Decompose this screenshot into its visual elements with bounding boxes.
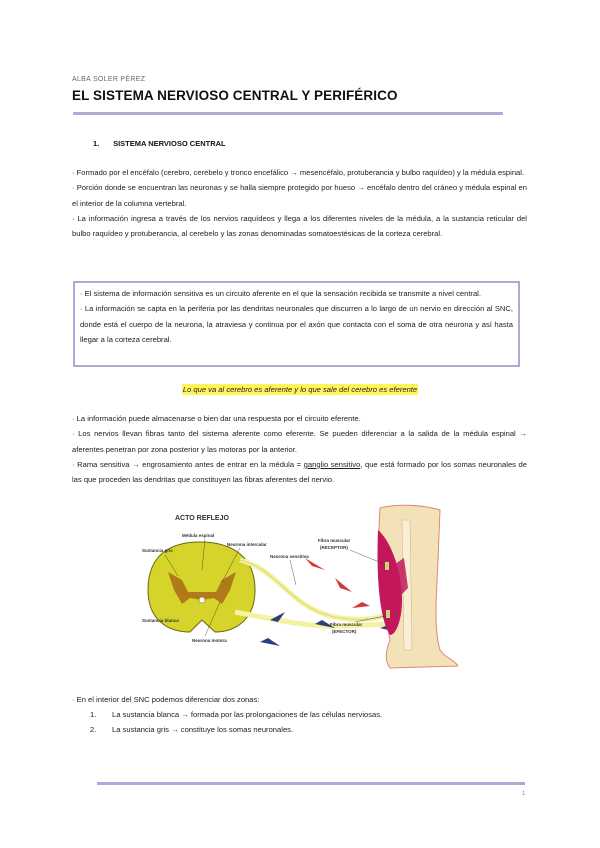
zones-list: [90, 707, 382, 738]
text-run: , que está formado por los somas neuronales de las que proceden las dendritas que constituyen las fibras aferentes del nervio.: [72, 459, 527, 485]
effector-spindle: [386, 610, 390, 618]
label-neurona-motora: Neurona motora: [192, 638, 227, 643]
section-heading: [93, 139, 226, 148]
figure-title: ACTO REFLEJO: [175, 515, 229, 522]
label-fibra-efector: Fibra muscular: [330, 622, 363, 627]
central-canal: [199, 597, 205, 603]
list-text: La sustancia gris → constituye los somas neuronales.: [112, 725, 294, 735]
document-title: EL SISTEMA NERVIOSO CENTRAL Y PERIFÉRICO: [72, 88, 398, 103]
paragraph: · Formado por el encéfalo (cerebro, cerebelo y tronco encefálico → mesencéfalo, protuberancia y bulbo raquídeo) y la médula espinal.: [72, 168, 525, 177]
highlight-line: [0, 379, 600, 397]
list-item: [90, 722, 382, 737]
label-sustancia-blanca: Sustancia blanca: [142, 618, 179, 623]
paragraph: · La información ingresa a través de los nervios raquídeos y llega a los diferentes niveles de la médula, a la sustancia reticular del bulbo raquídeo y protuberancia, al cerebelo y las zonas denominadas somatoestésicas de la corteza cerebral.: [72, 213, 527, 239]
list-text: La sustancia blanca → formada por las prolongaciones de las células nerviosas.: [112, 710, 383, 719]
paragraph: · La información puede almacenarse o bien dar una respuesta por el circuito eferente.: [72, 414, 361, 423]
closing-intro: · En el interior del SNC podemos diferenciar dos zonas:: [72, 695, 260, 704]
paragraph: · Porción donde se encuentran las neuronas y se halla siempre protegido por hueso → encéfalo dentro del cráneo y médula espinal en el interior de la columna vertebral.: [72, 183, 527, 208]
text-run: · Rama sensitiva → engrosamiento antes de entrar en la médula =: [72, 459, 304, 469]
page-number: 1: [522, 791, 526, 797]
list-number: 1.: [90, 710, 97, 719]
label-receptor: (RECEPTOR): [320, 545, 348, 550]
label-neurona-sensitiva: Neurona sensitiva: [270, 554, 309, 559]
boxed-note: [73, 281, 520, 367]
footer-divider: [97, 782, 525, 785]
reflex-arc-illustration: [140, 500, 458, 672]
label-sustancia-gris: Sustancia gris: [142, 548, 173, 553]
receptor-spindle: [385, 562, 389, 570]
arrow-red-icon: [305, 558, 325, 570]
highlighted-text: Lo que va al cerebro es aferente y lo que sale del cerebro es eferente: [182, 385, 418, 394]
label-medula-espinal: Médula espinal: [182, 533, 215, 538]
paragraph: · Los nervios llevan fibras tanto del sistema aferente como eferente. Se pueden diferenciar a la salida de la médula espinal → aferentes penetran por zona posterior y las motoras por la anterior.: [72, 429, 527, 454]
paragraph: [72, 457, 527, 488]
list-item: [90, 707, 382, 722]
section-number: 1.: [93, 139, 100, 148]
boxed-paragraph: · La información se capta en la periferia por las dendritas neuronales que discurren a lo largo de un nervio en dirección al SNC, donde está el cuerpo de la neurona, la atraviesa y continua por el axón que contacta con el soma de otra neurona y así hasta llegar a la corteza cerebral.: [80, 304, 513, 344]
list-number: 2.: [90, 725, 97, 735]
arrow-red-icon: [352, 602, 370, 608]
author-name: ALBA SOLER PÉREZ: [72, 76, 146, 83]
section-title: SISTEMA NERVIOSO CENTRAL: [113, 139, 226, 148]
middle-paragraphs: [72, 411, 527, 487]
arrow-blue-icon: [260, 638, 280, 646]
boxed-paragraph: · El sistema de información sensitiva es un circuito aferente en el que la sensación recibida se transmite a nivel central.: [80, 289, 481, 298]
arrow-red-icon: [335, 578, 352, 592]
leader-line: [290, 560, 296, 585]
reflex-arc-figure: [140, 500, 458, 672]
label-neurona-intercalar: Neurona intercalar: [227, 542, 267, 547]
intro-paragraphs: [72, 165, 527, 241]
header-divider: [73, 112, 503, 115]
underlined-term: ganglio sensitivo: [303, 459, 361, 469]
label-efector: (EFECTOR): [332, 629, 357, 634]
label-fibra-receptor: Fibra muscular: [318, 538, 351, 543]
